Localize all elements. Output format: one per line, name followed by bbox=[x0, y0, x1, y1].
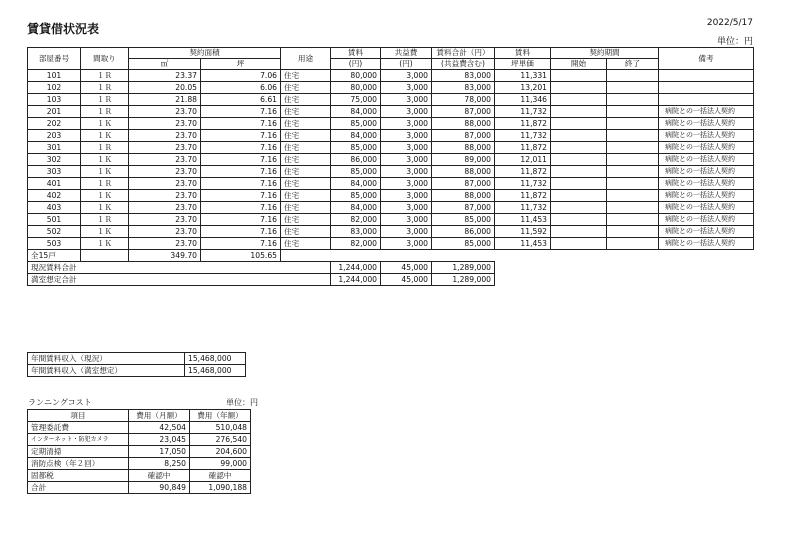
running-cost-rows bbox=[28, 422, 251, 494]
remarks-cell: 病院との一括法人契約 bbox=[659, 118, 754, 130]
room-no-cell: 502 bbox=[28, 226, 81, 238]
total-rent-cell: 87,000 bbox=[432, 178, 495, 190]
running-header-row bbox=[28, 410, 251, 422]
layout-cell: １Ｋ bbox=[81, 238, 129, 250]
area-m2-cell: 23.70 bbox=[129, 178, 201, 190]
full-grand-total: 1,289,000 bbox=[432, 274, 495, 286]
running-row bbox=[28, 434, 251, 446]
area-tsubo-cell: 7.16 bbox=[201, 154, 281, 166]
header-area: 契約面積 bbox=[129, 48, 281, 59]
header-row-1 bbox=[28, 48, 754, 59]
contract-start-cell bbox=[551, 142, 607, 154]
running-header-item: 項目 bbox=[28, 410, 129, 422]
cost-monthly-cell: 42,504 bbox=[129, 422, 190, 434]
tsubo-price-cell: 12,011 bbox=[495, 154, 551, 166]
layout-cell: １Ｋ bbox=[81, 226, 129, 238]
table-row bbox=[28, 214, 754, 226]
header-area-m2: ㎡ bbox=[129, 59, 201, 70]
current-grand-total: 1,289,000 bbox=[432, 262, 495, 274]
contract-start-cell bbox=[551, 190, 607, 202]
use-cell: 住宅 bbox=[281, 94, 331, 106]
area-tsubo-cell: 7.06 bbox=[201, 70, 281, 82]
common-fee-cell: 3,000 bbox=[381, 130, 432, 142]
layout-cell: １Ｒ bbox=[81, 82, 129, 94]
report-date: 2022/5/17 bbox=[706, 18, 753, 28]
header-layout: 間取り bbox=[81, 48, 129, 70]
contract-start-cell bbox=[551, 202, 607, 214]
contract-end-cell bbox=[607, 154, 659, 166]
total-rent-cell: 83,000 bbox=[432, 82, 495, 94]
total-rent-cell: 85,000 bbox=[432, 238, 495, 250]
header-total: 賃料合計（円） bbox=[432, 48, 495, 59]
contract-end-cell bbox=[607, 178, 659, 190]
table-row bbox=[28, 166, 754, 178]
layout-cell: １Ｒ bbox=[81, 178, 129, 190]
header-rent: 賃料 bbox=[331, 48, 381, 59]
remarks-cell bbox=[659, 94, 754, 106]
tsubo-price-cell: 11,872 bbox=[495, 166, 551, 178]
cost-monthly-cell: 23,045 bbox=[129, 434, 190, 446]
common-fee-cell: 3,000 bbox=[381, 190, 432, 202]
area-tsubo-cell: 7.16 bbox=[201, 214, 281, 226]
table-row bbox=[28, 82, 754, 94]
common-fee-cell: 3,000 bbox=[381, 214, 432, 226]
contract-start-cell bbox=[551, 118, 607, 130]
running-cost-unit: 単位：円 bbox=[226, 398, 258, 407]
cost-monthly-cell: 90,849 bbox=[129, 482, 190, 494]
area-tsubo-cell: 7.16 bbox=[201, 142, 281, 154]
contract-start-cell bbox=[551, 154, 607, 166]
total-rent-cell: 87,000 bbox=[432, 202, 495, 214]
page-title: 賃貸借状況表 bbox=[27, 22, 100, 36]
area-m2-cell: 23.70 bbox=[129, 202, 201, 214]
layout-cell: １Ｒ bbox=[81, 106, 129, 118]
contract-start-cell bbox=[551, 94, 607, 106]
area-m2-cell: 23.37 bbox=[129, 70, 201, 82]
room-no-cell: 302 bbox=[28, 154, 81, 166]
room-no-cell: 402 bbox=[28, 190, 81, 202]
total-rent-cell: 78,000 bbox=[432, 94, 495, 106]
common-fee-cell: 3,000 bbox=[381, 82, 432, 94]
cost-item-cell: 固都税 bbox=[28, 470, 129, 482]
layout-cell: １Ｒ bbox=[81, 214, 129, 226]
room-no-cell: 103 bbox=[28, 94, 81, 106]
contract-end-cell bbox=[607, 190, 659, 202]
use-cell: 住宅 bbox=[281, 226, 331, 238]
rent-cell: 84,000 bbox=[331, 130, 381, 142]
layout-cell: １Ｋ bbox=[81, 118, 129, 130]
rent-cell: 85,000 bbox=[331, 118, 381, 130]
remarks-cell: 病院との一括法人契約 bbox=[659, 106, 754, 118]
rental-status-table bbox=[27, 47, 754, 286]
rent-cell: 80,000 bbox=[331, 70, 381, 82]
rent-cell: 84,000 bbox=[331, 106, 381, 118]
running-row bbox=[28, 422, 251, 434]
area-m2-cell: 23.70 bbox=[129, 154, 201, 166]
running-row bbox=[28, 482, 251, 494]
use-cell: 住宅 bbox=[281, 214, 331, 226]
rent-cell: 85,000 bbox=[331, 142, 381, 154]
rental-rows bbox=[28, 70, 754, 250]
area-m2-cell: 23.70 bbox=[129, 190, 201, 202]
area-tsubo-cell: 7.16 bbox=[201, 190, 281, 202]
header-tsubo-price: 坪単価 bbox=[495, 59, 551, 70]
area-tsubo-cell: 7.16 bbox=[201, 178, 281, 190]
table-row bbox=[28, 190, 754, 202]
running-header-yearly: 費用（年額） bbox=[190, 410, 251, 422]
contract-end-cell bbox=[607, 202, 659, 214]
area-m2-cell: 21.88 bbox=[129, 94, 201, 106]
rent-cell: 75,000 bbox=[331, 94, 381, 106]
remarks-cell: 病院との一括法人契約 bbox=[659, 166, 754, 178]
room-no-cell: 203 bbox=[28, 130, 81, 142]
empty-cell bbox=[81, 250, 129, 262]
total-rent-cell: 86,000 bbox=[432, 226, 495, 238]
contract-end-cell bbox=[607, 94, 659, 106]
cost-yearly-cell: 276,540 bbox=[190, 434, 251, 446]
rent-cell: 84,000 bbox=[331, 202, 381, 214]
layout-cell: １Ｋ bbox=[81, 166, 129, 178]
tsubo-price-cell: 11,732 bbox=[495, 202, 551, 214]
remarks-cell: 病院との一括法人契約 bbox=[659, 202, 754, 214]
rent-cell: 82,000 bbox=[331, 214, 381, 226]
contract-end-cell bbox=[607, 70, 659, 82]
table-row bbox=[28, 154, 754, 166]
contract-end-cell bbox=[607, 166, 659, 178]
tsubo-price-cell: 11,872 bbox=[495, 118, 551, 130]
total-rent-cell: 88,000 bbox=[432, 142, 495, 154]
use-cell: 住宅 bbox=[281, 202, 331, 214]
room-no-cell: 401 bbox=[28, 178, 81, 190]
common-fee-cell: 3,000 bbox=[381, 154, 432, 166]
use-cell: 住宅 bbox=[281, 106, 331, 118]
running-row bbox=[28, 458, 251, 470]
header-total-sub: (共益費含む) bbox=[432, 59, 495, 70]
rent-cell: 85,000 bbox=[331, 166, 381, 178]
layout-cell: １Ｒ bbox=[81, 142, 129, 154]
total-rent-cell: 85,000 bbox=[432, 214, 495, 226]
rent-cell: 80,000 bbox=[331, 82, 381, 94]
area-tsubo-cell: 7.16 bbox=[201, 238, 281, 250]
common-fee-cell: 3,000 bbox=[381, 106, 432, 118]
use-cell: 住宅 bbox=[281, 178, 331, 190]
empty-cell bbox=[495, 262, 754, 274]
common-fee-cell: 3,000 bbox=[381, 70, 432, 82]
current-common-total: 45,000 bbox=[381, 262, 432, 274]
area-tsubo-cell: 7.16 bbox=[201, 118, 281, 130]
remarks-cell: 病院との一括法人契約 bbox=[659, 130, 754, 142]
full-total-row bbox=[28, 274, 754, 286]
total-area-tsubo: 105.65 bbox=[201, 250, 281, 262]
total-rent-cell: 87,000 bbox=[432, 130, 495, 142]
header-rent2: 賃料 bbox=[495, 48, 551, 59]
common-fee-cell: 3,000 bbox=[381, 118, 432, 130]
use-cell: 住宅 bbox=[281, 118, 331, 130]
area-tsubo-cell: 7.16 bbox=[201, 166, 281, 178]
tsubo-price-cell: 11,453 bbox=[495, 238, 551, 250]
cost-item-cell: インターネット・防犯カメラ bbox=[28, 434, 129, 446]
contract-end-cell bbox=[607, 142, 659, 154]
current-total-row bbox=[28, 262, 754, 274]
room-no-cell: 202 bbox=[28, 118, 81, 130]
totals-section bbox=[28, 250, 754, 286]
use-cell: 住宅 bbox=[281, 130, 331, 142]
income-current-label: 年間賃料収入（現況） bbox=[28, 353, 185, 365]
use-cell: 住宅 bbox=[281, 82, 331, 94]
cost-yearly-cell: 確認中 bbox=[190, 470, 251, 482]
empty-cell bbox=[281, 250, 754, 262]
contract-end-cell bbox=[607, 130, 659, 142]
units-total-row bbox=[28, 250, 754, 262]
tsubo-price-cell: 11,346 bbox=[495, 94, 551, 106]
contract-start-cell bbox=[551, 70, 607, 82]
header-start: 開始 bbox=[551, 59, 607, 70]
remarks-cell: 病院との一括法人契約 bbox=[659, 238, 754, 250]
tsubo-price-cell: 11,592 bbox=[495, 226, 551, 238]
table-row bbox=[28, 130, 754, 142]
layout-cell: １Ｋ bbox=[81, 130, 129, 142]
remarks-cell bbox=[659, 82, 754, 94]
common-fee-cell: 3,000 bbox=[381, 202, 432, 214]
currency-unit: 単位：円 bbox=[716, 37, 753, 47]
header-common: 共益費 bbox=[381, 48, 432, 59]
common-fee-cell: 3,000 bbox=[381, 238, 432, 250]
total-rent-cell: 89,000 bbox=[432, 154, 495, 166]
header-end: 終了 bbox=[607, 59, 659, 70]
empty-cell bbox=[495, 274, 754, 286]
header-room-no: 部屋番号 bbox=[28, 48, 81, 70]
total-rent-cell: 87,000 bbox=[432, 106, 495, 118]
room-no-cell: 301 bbox=[28, 142, 81, 154]
cost-monthly-cell: 8,250 bbox=[129, 458, 190, 470]
rent-cell: 83,000 bbox=[331, 226, 381, 238]
header-row-2 bbox=[28, 59, 754, 70]
area-tsubo-cell: 6.06 bbox=[201, 82, 281, 94]
remarks-cell: 病院との一括法人契約 bbox=[659, 178, 754, 190]
header-use: 用途 bbox=[281, 48, 331, 70]
income-full-label: 年間賃料収入（満室想定） bbox=[28, 365, 185, 377]
layout-cell: １Ｋ bbox=[81, 202, 129, 214]
table-row bbox=[28, 118, 754, 130]
cost-yearly-cell: 510,048 bbox=[190, 422, 251, 434]
area-m2-cell: 20.05 bbox=[129, 82, 201, 94]
header-period: 契約期間 bbox=[551, 48, 659, 59]
layout-cell: １Ｒ bbox=[81, 94, 129, 106]
rent-cell: 82,000 bbox=[331, 238, 381, 250]
room-no-cell: 101 bbox=[28, 70, 81, 82]
running-row bbox=[28, 470, 251, 482]
income-current-value: 15,468,000 bbox=[185, 353, 246, 365]
tsubo-price-cell: 11,732 bbox=[495, 106, 551, 118]
rent-cell: 84,000 bbox=[331, 178, 381, 190]
area-tsubo-cell: 7.16 bbox=[201, 226, 281, 238]
area-m2-cell: 23.70 bbox=[129, 238, 201, 250]
remarks-cell: 病院との一括法人契約 bbox=[659, 190, 754, 202]
contract-end-cell bbox=[607, 82, 659, 94]
room-no-cell: 403 bbox=[28, 202, 81, 214]
use-cell: 住宅 bbox=[281, 142, 331, 154]
cost-yearly-cell: 99,000 bbox=[190, 458, 251, 470]
full-total-label: 満室想定合計 bbox=[28, 274, 331, 286]
table-row bbox=[28, 70, 754, 82]
cost-monthly-cell: 17,050 bbox=[129, 446, 190, 458]
remarks-cell: 病院との一括法人契約 bbox=[659, 226, 754, 238]
table-row bbox=[28, 106, 754, 118]
contract-end-cell bbox=[607, 214, 659, 226]
cost-item-cell: 管理委託費 bbox=[28, 422, 129, 434]
total-area-m2: 349.70 bbox=[129, 250, 201, 262]
contract-end-cell bbox=[607, 118, 659, 130]
remarks-cell: 病院との一括法人契約 bbox=[659, 214, 754, 226]
layout-cell: １Ｒ bbox=[81, 70, 129, 82]
header-remarks: 備考 bbox=[659, 48, 754, 70]
table-row bbox=[28, 226, 754, 238]
total-rent-cell: 88,000 bbox=[432, 118, 495, 130]
income-full-value: 15,468,000 bbox=[185, 365, 246, 377]
tsubo-price-cell: 11,872 bbox=[495, 190, 551, 202]
area-m2-cell: 23.70 bbox=[129, 106, 201, 118]
area-m2-cell: 23.70 bbox=[129, 142, 201, 154]
area-m2-cell: 23.70 bbox=[129, 130, 201, 142]
tsubo-price-cell: 11,331 bbox=[495, 70, 551, 82]
area-m2-cell: 23.70 bbox=[129, 214, 201, 226]
table-row bbox=[28, 238, 754, 250]
room-no-cell: 501 bbox=[28, 214, 81, 226]
income-current-row bbox=[28, 353, 246, 365]
cost-item-cell: 消防点検（年２回） bbox=[28, 458, 129, 470]
table-row bbox=[28, 142, 754, 154]
layout-cell: １Ｋ bbox=[81, 190, 129, 202]
use-cell: 住宅 bbox=[281, 190, 331, 202]
contract-start-cell bbox=[551, 226, 607, 238]
current-rent-total: 1,244,000 bbox=[331, 262, 381, 274]
table-row bbox=[28, 94, 754, 106]
contract-start-cell bbox=[551, 214, 607, 226]
area-m2-cell: 23.70 bbox=[129, 226, 201, 238]
room-no-cell: 303 bbox=[28, 166, 81, 178]
contract-start-cell bbox=[551, 238, 607, 250]
total-rent-cell: 88,000 bbox=[432, 190, 495, 202]
remarks-cell: 病院との一括法人契約 bbox=[659, 142, 754, 154]
use-cell: 住宅 bbox=[281, 70, 331, 82]
full-common-total: 45,000 bbox=[381, 274, 432, 286]
full-rent-total: 1,244,000 bbox=[331, 274, 381, 286]
remarks-cell: 病院との一括法人契約 bbox=[659, 154, 754, 166]
header-common-unit: (円) bbox=[381, 59, 432, 70]
tsubo-price-cell: 13,201 bbox=[495, 82, 551, 94]
total-rent-cell: 83,000 bbox=[432, 70, 495, 82]
common-fee-cell: 3,000 bbox=[381, 166, 432, 178]
income-full-row bbox=[28, 365, 246, 377]
room-no-cell: 102 bbox=[28, 82, 81, 94]
tsubo-price-cell: 11,872 bbox=[495, 142, 551, 154]
contract-start-cell bbox=[551, 178, 607, 190]
tsubo-price-cell: 11,732 bbox=[495, 178, 551, 190]
header-area-tsubo: 坪 bbox=[201, 59, 281, 70]
area-m2-cell: 23.70 bbox=[129, 118, 201, 130]
table-row bbox=[28, 202, 754, 214]
running-cost-table bbox=[27, 409, 251, 494]
common-fee-cell: 3,000 bbox=[381, 142, 432, 154]
remarks-cell bbox=[659, 70, 754, 82]
cost-item-cell: 定期清掃 bbox=[28, 446, 129, 458]
running-row bbox=[28, 446, 251, 458]
cost-yearly-cell: 204,600 bbox=[190, 446, 251, 458]
room-no-cell: 503 bbox=[28, 238, 81, 250]
use-cell: 住宅 bbox=[281, 238, 331, 250]
area-tsubo-cell: 6.61 bbox=[201, 94, 281, 106]
cost-item-cell: 合計 bbox=[28, 482, 129, 494]
rent-cell: 85,000 bbox=[331, 190, 381, 202]
common-fee-cell: 3,000 bbox=[381, 178, 432, 190]
contract-start-cell bbox=[551, 166, 607, 178]
annual-income-table bbox=[27, 352, 246, 377]
current-total-label: 現況賃料合計 bbox=[28, 262, 331, 274]
running-cost-title: ランニングコスト bbox=[28, 398, 92, 407]
common-fee-cell: 3,000 bbox=[381, 94, 432, 106]
use-cell: 住宅 bbox=[281, 166, 331, 178]
units-total-label: 全15戸 bbox=[28, 250, 81, 262]
common-fee-cell: 3,000 bbox=[381, 226, 432, 238]
contract-start-cell bbox=[551, 82, 607, 94]
total-rent-cell: 88,000 bbox=[432, 166, 495, 178]
table-row bbox=[28, 178, 754, 190]
room-no-cell: 201 bbox=[28, 106, 81, 118]
contract-end-cell bbox=[607, 238, 659, 250]
contract-end-cell bbox=[607, 226, 659, 238]
rent-cell: 86,000 bbox=[331, 154, 381, 166]
header-rent-unit: (円) bbox=[331, 59, 381, 70]
cost-monthly-cell: 確認中 bbox=[129, 470, 190, 482]
use-cell: 住宅 bbox=[281, 154, 331, 166]
contract-start-cell bbox=[551, 130, 607, 142]
area-m2-cell: 23.70 bbox=[129, 166, 201, 178]
area-tsubo-cell: 7.16 bbox=[201, 106, 281, 118]
area-tsubo-cell: 7.16 bbox=[201, 130, 281, 142]
contract-start-cell bbox=[551, 106, 607, 118]
contract-end-cell bbox=[607, 106, 659, 118]
area-tsubo-cell: 7.16 bbox=[201, 202, 281, 214]
tsubo-price-cell: 11,453 bbox=[495, 214, 551, 226]
cost-yearly-cell: 1,090,188 bbox=[190, 482, 251, 494]
running-header-monthly: 費用（月額） bbox=[129, 410, 190, 422]
layout-cell: １Ｋ bbox=[81, 154, 129, 166]
tsubo-price-cell: 11,732 bbox=[495, 130, 551, 142]
